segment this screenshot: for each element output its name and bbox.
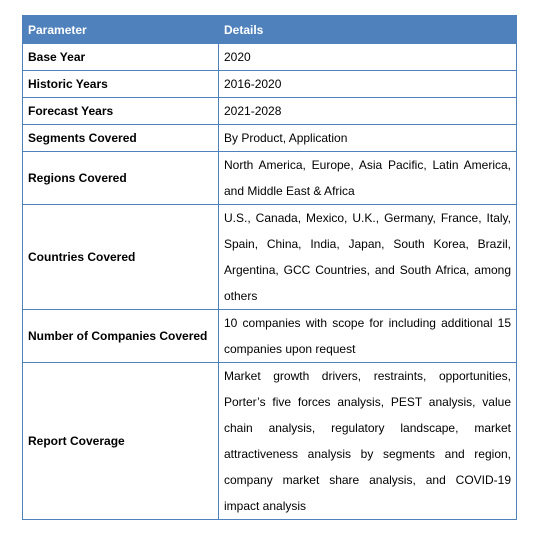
report-scope-table xyxy=(22,15,517,520)
table-body xyxy=(23,44,517,520)
parameter-cell: Historic Years xyxy=(23,71,219,98)
table-row xyxy=(23,205,517,310)
parameter-cell: Report Coverage xyxy=(23,363,219,520)
parameter-cell: Number of Companies Covered xyxy=(23,310,219,363)
details-cell: 2021-2028 xyxy=(219,98,517,125)
table-row xyxy=(23,152,517,205)
details-cell: U.S., Canada, Mexico, U.K., Germany, France, Italy, Spain, China, India, Japan, South Korea, Brazil, Argentina, GCC Countries, and South Africa, among others xyxy=(219,205,517,310)
parameter-cell: Regions Covered xyxy=(23,152,219,205)
table-row xyxy=(23,125,517,152)
parameter-cell: Countries Covered xyxy=(23,205,219,310)
parameter-cell: Forecast Years xyxy=(23,98,219,125)
table-row xyxy=(23,310,517,363)
table-row xyxy=(23,44,517,71)
header-parameter: Parameter xyxy=(23,16,219,44)
table-row xyxy=(23,71,517,98)
header-row xyxy=(23,16,517,44)
table-row xyxy=(23,363,517,520)
parameter-cell: Base Year xyxy=(23,44,219,71)
details-cell: 2020 xyxy=(219,44,517,71)
table-row xyxy=(23,98,517,125)
table-header xyxy=(23,16,517,44)
details-cell: By Product, Application xyxy=(219,125,517,152)
details-cell: Market growth drivers, restraints, opportunities, Porter’s five forces analysis, PEST analysis, value chain analysis, regulatory landscape, market attractiveness analysis by segments and region, company market share analysis, and COVID-19 impact analysis xyxy=(219,363,517,520)
header-details: Details xyxy=(219,16,517,44)
details-cell: 10 companies with scope for including additional 15 companies upon request xyxy=(219,310,517,363)
details-cell: North America, Europe, Asia Pacific, Latin America, and Middle East & Africa xyxy=(219,152,517,205)
details-cell: 2016-2020 xyxy=(219,71,517,98)
parameter-cell: Segments Covered xyxy=(23,125,219,152)
